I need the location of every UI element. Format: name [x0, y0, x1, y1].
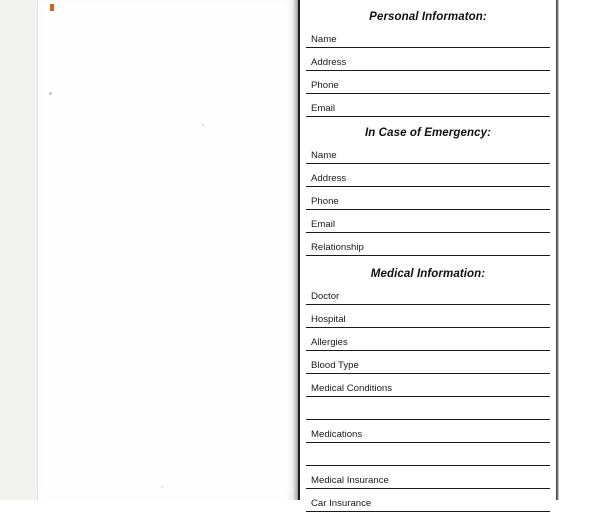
section-title-in-case-of-emergency: In Case of Emergency: — [364, 127, 492, 139]
field-row-emergency-email[interactable] — [306, 211, 550, 233]
field-row-blood-type[interactable] — [306, 352, 550, 374]
field-label: Name — [311, 34, 337, 45]
field-label: Relationship — [311, 242, 364, 253]
field-row-emergency-phone[interactable] — [306, 188, 550, 210]
section-fields-medical-information — [306, 283, 550, 512]
field-label: Phone — [311, 196, 339, 207]
registration-mark-icon — [50, 4, 54, 11]
field-row-address[interactable] — [306, 49, 550, 71]
section-title-personal-information: Personal Informaton: — [369, 11, 487, 23]
field-row-emergency-name[interactable] — [306, 142, 550, 164]
section-fields-personal-information — [306, 26, 550, 117]
field-row-allergies[interactable] — [306, 329, 550, 351]
field-row-doctor[interactable] — [306, 283, 550, 305]
field-label: Doctor — [311, 291, 340, 302]
field-row-hospital[interactable] — [306, 306, 550, 328]
field-row-medical-insurance[interactable] — [306, 467, 550, 489]
field-row-car-insurance[interactable] — [306, 490, 550, 512]
section-fields-in-case-of-emergency — [306, 142, 550, 256]
field-row-email[interactable] — [306, 95, 550, 117]
field-row-medications[interactable] — [306, 421, 550, 443]
left-scan-margin — [0, 0, 38, 500]
blank-left-page — [38, 0, 296, 500]
field-row-emergency-address[interactable] — [306, 165, 550, 187]
section-title-medical-information: Medical Information: — [370, 268, 486, 280]
field-label: Blood Type — [311, 360, 359, 371]
form-right-page — [300, 0, 556, 509]
field-label: Medications — [311, 429, 363, 440]
scan-speck-icon — [49, 92, 52, 95]
field-label: Allergies — [311, 337, 348, 348]
field-row-medications-continued[interactable] — [306, 444, 550, 466]
field-label: Hospital — [311, 314, 346, 325]
field-label: Car Insurance — [311, 498, 372, 509]
field-row-medical-conditions[interactable] — [306, 375, 550, 397]
field-row-medical-conditions-continued[interactable] — [306, 398, 550, 420]
field-row-phone[interactable] — [306, 72, 550, 94]
field-row-emergency-relationship[interactable] — [306, 234, 550, 256]
scan-speck-icon — [202, 124, 204, 126]
field-label: Medical Insurance — [311, 475, 389, 486]
field-row-name[interactable] — [306, 26, 550, 48]
field-label: Phone — [311, 80, 339, 91]
field-label: Email — [311, 103, 335, 114]
field-label: Medical Conditions — [311, 383, 393, 394]
scan-speck-icon — [161, 486, 163, 488]
field-label: Address — [311, 173, 347, 184]
field-label: Address — [311, 57, 347, 68]
field-label: Name — [311, 150, 337, 161]
right-scan-edge — [556, 0, 600, 500]
field-label: Email — [311, 219, 335, 230]
